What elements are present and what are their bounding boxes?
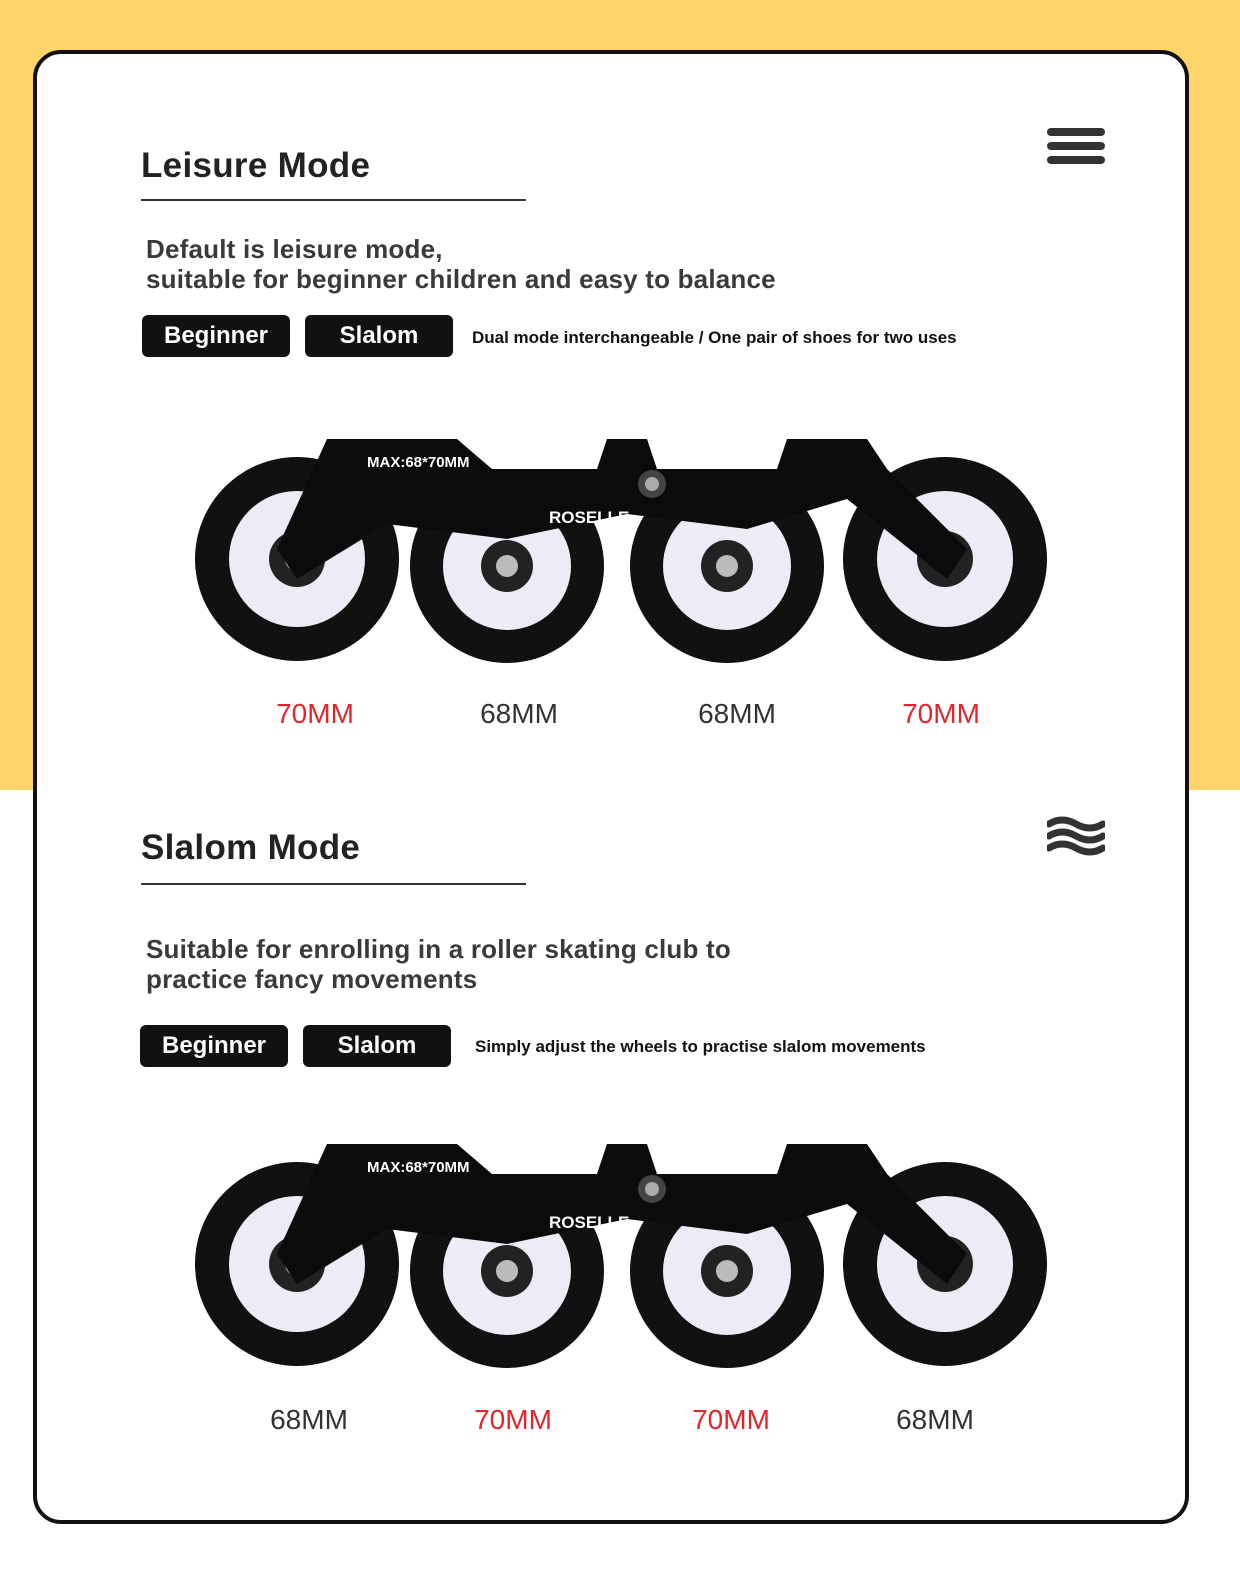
leisure-note: Dual mode interchangeable / One pair of shoes for two uses: [472, 328, 957, 347]
wheel-size-label: 70MM: [902, 698, 980, 729]
svg-text:MAX:68*70MM: MAX:68*70MM: [367, 454, 470, 471]
leisure-mode-title: Leisure Mode: [141, 146, 371, 185]
beginner-tag[interactable]: Beginner: [140, 1025, 288, 1067]
wavy-lines-icon: [1047, 816, 1105, 856]
svg-text:ROSELLE: ROSELLE: [549, 508, 630, 527]
wheel-size-label: 68MM: [896, 1404, 974, 1435]
title-underline: [141, 199, 526, 201]
svg-text:MAX:68*70MM: MAX:68*70MM: [367, 1159, 470, 1176]
beginner-tag[interactable]: Beginner: [142, 315, 290, 357]
wheel-size-label: 68MM: [698, 698, 776, 729]
skate-frame-image: [187, 1134, 1057, 1374]
desc-line: suitable for beginner children and easy to balance: [146, 264, 776, 294]
desc-line: Suitable for enrolling in a roller skating club to: [146, 934, 731, 964]
title-underline: [141, 883, 526, 885]
slalom-tag[interactable]: Slalom: [305, 315, 453, 357]
slalom-note: Simply adjust the wheels to practise slalom movements: [475, 1037, 926, 1056]
content-card: [33, 50, 1189, 1524]
wheel-size-label: 70MM: [474, 1404, 552, 1435]
svg-text:ROSELLE: ROSELLE: [549, 1213, 630, 1232]
desc-line: practice fancy movements: [146, 964, 478, 994]
skate-frame-image: [187, 429, 1057, 669]
wheel-size-label: 68MM: [480, 698, 558, 729]
slalom-tag[interactable]: Slalom: [303, 1025, 451, 1067]
straight-lines-icon: [1047, 126, 1105, 166]
slalom-description: [146, 934, 731, 994]
wheel-size-label: 68MM: [270, 1404, 348, 1435]
wheel-size-label: 70MM: [692, 1404, 770, 1435]
wheel-size-label: 70MM: [276, 698, 354, 729]
leisure-description: [146, 234, 776, 294]
slalom-mode-title: Slalom Mode: [141, 828, 361, 867]
desc-line: Default is leisure mode,: [146, 234, 443, 264]
